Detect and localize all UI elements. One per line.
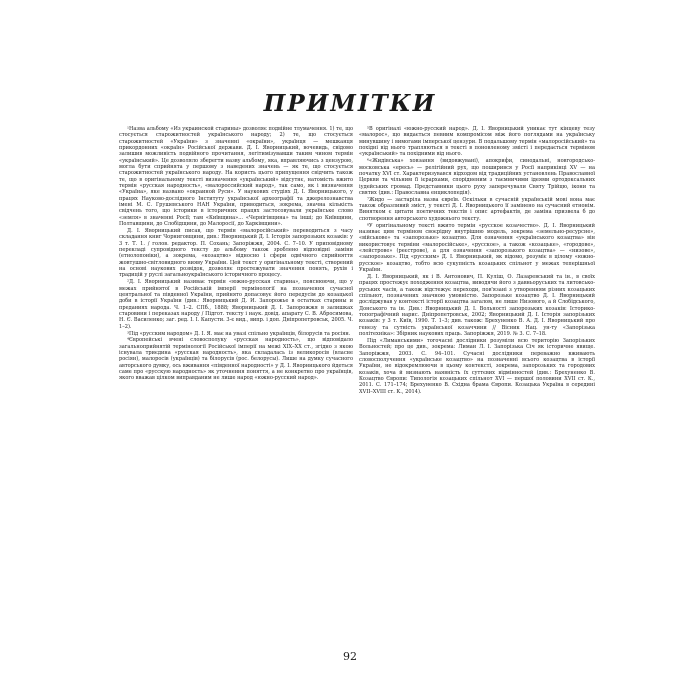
notes-column-right — [359, 126, 595, 395]
note-paragraph: ⁶«Жидівська» ховзання (видовжувані), апокрифи, синодальні, новгородсько-московська «ересь» — релігійний рух, що поширився у Росії наприкінці XV — на початку XVI ст. Характеризувався відходом від традиційних установлень Православної Церкви та чільним її ієрархами, спорідненим з таємничими ідеями ортодоксальних іудейських громад. Представники цього руху заперечували Святу Трійцю, ікони та святих (див.: Православна енциклопедія). — [359, 158, 595, 196]
note-paragraph: ²Д. І. Яворницький називає термін «южно-русская старина», пояснюючи, що у межах прийнятої в Російській імперії термінології на позначення сучасної центральної та південної України, прийнято допасовує його передусім до козацької доби в історії України (див.: Яворницький Д. И. Запорожье в остатках старины и преданиях народа. Ч. 1–2. СПб., 1888; Яворницький Д. І. Запорожжя в залишках старовини і переказах народу / Підгот. тексту і наук. довід. апарату С. В. Абросимова, Н. Є. Василенко; заг. ред. І. І. Капусти. 3-є вид., випр. і доп. Дніпропетровськ, 2005. Ч. 1–2). — [119, 279, 353, 330]
note-paragraph: ⁴Європейські вчені словосполуку «русская народность», що відповідало загальноприйнятій термінології Російської імперії на межі XIX–XX ст., згідно з якою існувала триєдина «русская народность», яка складалась із великоросів (власне росіян), малоросів (українців) та білорусів (рос. белорусы). Лише на думку сучасного авторського думку, ось вживання «південної народності» у Д. І. Яворницького йдеться саме про «русскую народность» як уточнення поняття, а не конкретно про українців, якого вважав цілком виправданим не лише народ «южно-русский народ». — [119, 337, 353, 382]
page-title: ПРИМІТКИ — [263, 90, 437, 117]
note-paragraph: Під «Лиманськими» тогочасні дослідники розуміли всю територію Запорізьких Вольностей; про це див., зокрема: Лиман Л. І. Запорізька Січ як історичне явище. Запоріжжя, 2003. С. 94–101. Сучасні дослідники переважно вживають словосполучення «українське козацтво» на позначенні всього козацтва в історії України, не відокремлюючи в цьому контексті, зокрема, запорозьких та городових козаків, хоча й визнають наявність їх суттєвих відмінностей (див.: Брехуненко В. Козацтво Європи: Типологія козацьких спільнот XVI — першої половини XVII ст. К., 2011. С. 171–174; Брехуненко В. Східна брама Європи. Козацька Україна в середині XVII–XVIII ст. К., 2014). — [359, 337, 595, 395]
note-paragraph: ⁷Жидо — застаріла назва євреїв. Оскільки в сучасній українській мові вона має також образливий зміст, у тексті Д. І. Яворницького її замінено на сучасний етнонім. Винятком є цитати поетичних текстів і опис артефактів, де заміна призвела б до спотворення авторського художнього тексту. — [359, 196, 595, 222]
note-paragraph: Д. І. Яворницький, як і В. Антонович, П. Куліш, О. Лазаревський та ін., в своїх працях простежує походження козацтва, виводячи його з давньоруських та литовсько-руських часів, а також відстежує переходи, пов'язані з утворенням різних козацьких спільнот, позначених значною умовністю. Запорозьке козацтво Д. І. Яворницький досліджував у контексті історії козацтва загалом, не лише Низового, а й Слобідського, Донського та ін. Див.: Яворницький Д. І. Вольності запорозьких козаків: Історико-топографічний нарис. Дніпропетровськ, 2002; Яворницький Д. І. Історія запорізьких козаків: у 3 т. Київ, 1990. Т. 1–3; див. також: Брехуненко В. А. Д. І. Яворницький про генезу та сутність української козаччини // Вісник Нац. ун-ту «Запорізька політехніка»: Збірник наукових праць. Запоріжжя, 2019. № 3. С. 7–18. — [359, 273, 595, 337]
notes-column-left — [119, 126, 353, 382]
page-number: 92 — [343, 650, 357, 663]
note-paragraph: ⁵В оригіналі «южно-русский народ». Д. І. Яворницький уникає тут кінцеву тезу «малорос», що видається певним компромісом між його поглядами на українську минувшину і вимогами імперської цензури. В подальшому термін «малоросійський» та похідні від нього трапляються в тексті в поновленому змісті і передається терміном «український» та похідними від нього. — [359, 126, 595, 158]
note-paragraph: ³Під «русским народом» Д. І. Я. має на увазі спільно українців, білорусів та росіян. — [127, 330, 351, 337]
note-paragraph: ⁸У оригінальному тексті вжито термін «русское козачество». Д. І. Яворницький називає цим терміном своєрідну внутрішню модель, зокрема «земельно-ресурсне», «військове» та «запорозьке» козацтво. Для означення «українського козацтва» він використовує терміни «малоросійське», «русское», а також «козацьке», «городове», «лейстрове» (реєстрове), а для означення «запорозького козацтва» — «низове», «запорозьке». Під «русским» Д. І. Яворницький, як відомо, розуміє в цілому «южно-русское» козацтво, тобто всю сукупність козацьких спільнот у межах теперішньої України. — [359, 222, 595, 274]
note-paragraph: ¹Назва альбому «Из украинской старины» дозволяє подвійне тлумачення. 1) те, що стосується старожитностей українського народу; 2) те, що стосується старожитностей «України» з значенні «окраїни», українця — мешканця прикордонних «окраїн» Російської держави. Д. І. Яворницький, вочевидь, свідомо залишив можливість подвійного прочитання, легітимізувавши таким чином термін «український». Це дозволяло зберегти назву альбому, яка, вправляючись з цензурою, могла бути сприйнята у першому з наведених значень — як те, що стосується старожитностей українського народу. На користь цього припущення свідчить також те, що в оригінальному тексті визначення «український» відсутнє, натомість вжито термін «русская народность», «малороссийский народ», так само, як і визначення «Україна», яке названо «окраиной Руси». У наукових студіях Д. І. Яворницького, у працях Науково-дослідного Інституту української археографії та джерелознавства імені М. С. Грушевського НАН України, приводиться, зокрема, значна кількість свідчень того, що історики в історичних працях застосовували українське слово «земля» в значенні Росії; там «Київщина»... «Чернігівщина» та інші; до Київщини, Полтавщини, до Слобідщини, до Малоросії, до Харківщини». — [119, 126, 353, 228]
note-paragraph: Д. І. Яворницький писав, що термін «малоросійський» переводиться з часу складання книг Чорниговщини, див.: Яворницький Д. І. Історія запорозьких козаків: у 3 т. Т. 1. / голов. редактор. П. Сохань; Запоріжжя, 2004. С. 7–10. У приповідному перекладі супровідного тексту до альбому також зроблено відповідні заміни (етнолопоніки), а зокрема, «козацтво» відносно і сфери одвічного сприйняття жовтушно-світловидного вияву України. Цей текст у оригінальному тексті, створений на основі наукових розвідок, дозволяє простежувати значення понять, рухів і традицій у руслі загальноукраїнського історичного процесу. — [119, 228, 353, 279]
